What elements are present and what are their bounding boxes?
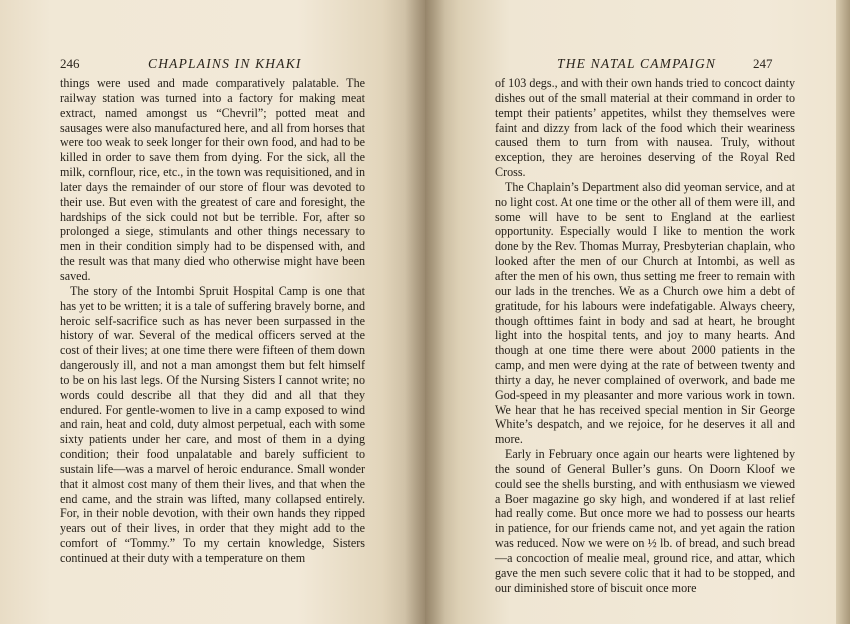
paragraph: The story of the Intombi Spruit Hospital Camp is one that has yet to be written; it is a tale of suffering bravely borne, and heroic self-sacrifice such as has never been surpassed in the history of war. Several of the medical officers served at the cost of their lives; at one time there were fifteen of them down dangerously ill, and not a man amongst them but felt himself to be on his last legs. Of the Nursing Sisters I cannot write; no words could describe all that they did and all that they endured. For gentle-women to live in a camp exposed to wind and rain, heat and cold, duty almost perpetual, each with some sixty patients under her care, and most of them in a dying condition; their food unpalatable and barely sufficient to sustain life—was a marvel of heroic endurance. Small wonder that it almost cost many of them their lives, and that when the end came, and the strain was lifted, many collapsed entirely. For, in their noble devotion, with their own hands they ripped years out of their lives, in order that they might add to the comfort of “Tommy.” To my certain knowledge, Sisters continued at their duty with a temperature on them bbox=[60, 283, 365, 565]
paragraph: The Chaplain’s Department also did yeoman service, and at no light cost. At one time or the other all of them were ill, and some will have to be sent to England at the earliest opportunity. Especially would I like to mention the work done by the Rev. Thomas Murray, Presbyterian chaplain, who looked after the men of our Church at Intombi, as well as after the men of his own, thus setting me freer to remain with our lads in the trenches. We as a Church owe him a debt of gratitude, for his labours were indefatigable. Always cheery, though ofttimes faint in body and sad at heart, he brought light into the hospital tents, and joy to many hearts. And though at one time there were about 2000 patients in the camp, and men were dying at the rate of between twenty and thirty a day, he never complained of overwork, and bade me God-speed in my pleasanter and more various work in town. We hear that he has received special mention in Sir George White’s despatch, and we rejoice, for he deserves it all and more. bbox=[495, 179, 795, 447]
right-running-head: THE NATAL CAMPAIGN bbox=[557, 56, 717, 71]
left-page-body bbox=[60, 76, 365, 566]
left-page-number: 246 bbox=[60, 56, 80, 71]
page-edge bbox=[836, 0, 850, 624]
right-page-body bbox=[495, 76, 795, 596]
left-running-head: CHAPLAINS IN KHAKI bbox=[148, 56, 302, 71]
book-gutter bbox=[405, 0, 445, 624]
paragraph: things were used and made comparatively palatable. The railway station was turned into a factory for making meat extract, named amongst us “Chevril”; potted meat and sausages were also manufactured here, and all from horses that were too weak to seek longer for their own food, and had to be killed in order to save them from dying. For the sick, all the milk, cornflour, rice, etc., in the town was requisitioned, and in later days the remainder of our store of flour was devoted to their use. But even with the greatest of care and foresight, the hardships of the sick could not but be terrible. For, after so prolonged a siege, stimulants and other things necessary to men in their condition simply had to be dispensed with, and the result was that many died who otherwise might have been saved. bbox=[60, 76, 365, 283]
right-page-number: 247 bbox=[753, 56, 773, 71]
right-page bbox=[425, 0, 850, 624]
paragraph: Early in February once again our hearts were lightened by the sound of General Buller’s guns. On Doorn Kloof we could see the shells bursting, and with enthusiasm we viewed a Boer magazine go sky high, and wondered if at last relief had really come. But once more we had to possess our hearts in patience, for our friends came not, and yet again the ration was reduced. Now we were on ½ lb. of bread, and such bread—a concoction of mealie meal, ground rice, and attar, which gave the men such severe colic that it had to be stopped, and our diminished store of biscuit once more bbox=[495, 447, 795, 595]
paragraph: of 103 degs., and with their own hands tried to concoct dainty dishes out of the small material at their command in order to tempt their patients’ appetites, whilst they themselves were faint and dizzy from lack of the food which their weariness caused them to turn from with nausea. Truly, without exception, they are heroines deserving of the Royal Red Cross. bbox=[495, 76, 795, 180]
